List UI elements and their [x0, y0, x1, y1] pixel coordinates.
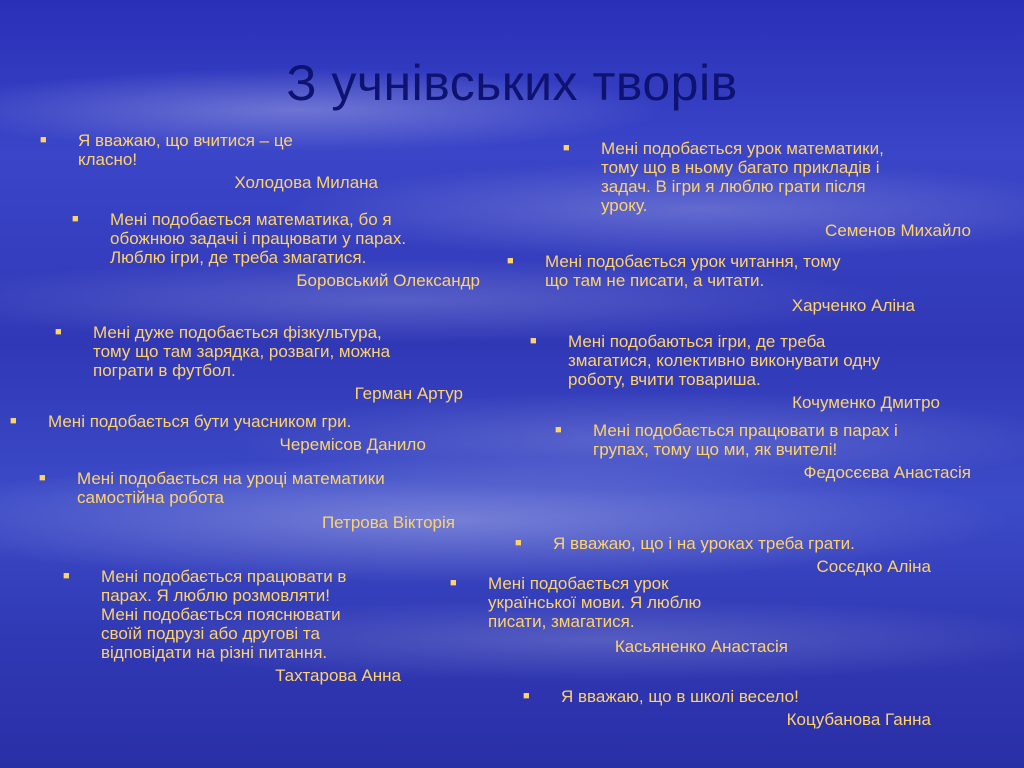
quote-cheremisov: ■ Мені подобається бути учасником гри. Черемісов Данило	[10, 412, 426, 454]
quote-fedoseieva: ■ Мені подобається працювати в парах і групах, тому що ми, як вчителі! Федосєєва Анастасія	[555, 421, 971, 482]
quote-sosiedko: ■ Я вважаю, що і на уроках треба грати. Сосєдко Аліна	[515, 534, 931, 576]
bullet-icon: ■	[40, 134, 47, 146]
bullet-icon: ■	[515, 537, 522, 549]
author-name: Боровський Олександр	[296, 271, 480, 290]
author-name: Касьяненко Анастасія	[614, 637, 788, 656]
quote-kharchenko: ■ Мені подобається урок читання, тому що там не писати, а читати. Харченко Аліна	[507, 252, 915, 315]
bullet-icon: ■	[523, 690, 530, 702]
quote-takhtarova: ■ Мені подобається працювати в парах. Я люблю розмовляти! Мені подобається пояснювати своїй подрузі або другові та відповідати на різні питання. Тахтарова Анна	[63, 567, 401, 685]
bullet-icon: ■	[507, 255, 514, 267]
author-name: Федосєєва Анастасія	[803, 463, 971, 482]
author-name: Тахтарова Анна	[275, 666, 401, 685]
bullet-icon: ■	[55, 326, 62, 338]
author-name: Герман Артур	[354, 384, 463, 403]
quote-borovskyi: ■ Мені подобається математика, бо я обожнюю задачі і працювати у парах. Люблю ігри, де треба змагатися. Боровський Олександр	[72, 210, 480, 290]
quote-kholodova: ■ Я вважаю, що вчитися – це класно! Холодова Милана	[40, 131, 378, 192]
author-name: Семенов Михайло	[825, 221, 971, 240]
author-name: Холодова Милана	[234, 173, 378, 192]
author-name: Петрова Вікторія	[321, 513, 455, 532]
bullet-icon: ■	[530, 335, 537, 347]
bullet-icon: ■	[450, 577, 457, 589]
author-name: Сосєдко Аліна	[816, 557, 931, 576]
quote-kotsubanova: ■ Я вважаю, що в школі весело! Коцубанова Ганна	[523, 687, 931, 729]
quote-petrova: ■ Мені подобається на уроці математики самостійна робота Петрова Вікторія	[39, 469, 455, 532]
slide-title: З учнівських творів	[286, 55, 738, 111]
author-name: Харченко Аліна	[791, 296, 915, 315]
quote-kochumenko: ■ Мені подобаються ігри, де треба змагатися, колективно виконувати одну роботу, вчити товариша. Кочуменко Дмитро	[530, 332, 940, 412]
bullet-icon: ■	[39, 472, 46, 484]
bullet-icon: ■	[63, 570, 70, 582]
bullet-icon: ■	[563, 142, 570, 154]
bullet-icon: ■	[555, 424, 562, 436]
author-name: Коцубанова Ганна	[786, 710, 931, 729]
quote-kasianenko: ■ Мені подобається урок української мови. Я люблю писати, змагатися. Касьяненко Анастасія	[450, 574, 788, 656]
author-name: Черемісов Данило	[279, 435, 426, 454]
bullet-icon: ■	[10, 415, 17, 427]
quote-semenov: ■ Мені подобається урок математики, тому що в ньому багато прикладів і задач. В ігри я люблю грати після уроку. Семенов Михайло	[563, 139, 971, 240]
author-name: Кочуменко Дмитро	[792, 393, 940, 412]
quote-herman: ■ Мені дуже подобається фізкультура, тому що там зарядка, розваги, можна пограти в футбол. Герман Артур	[55, 323, 463, 403]
bullet-icon: ■	[72, 213, 79, 225]
